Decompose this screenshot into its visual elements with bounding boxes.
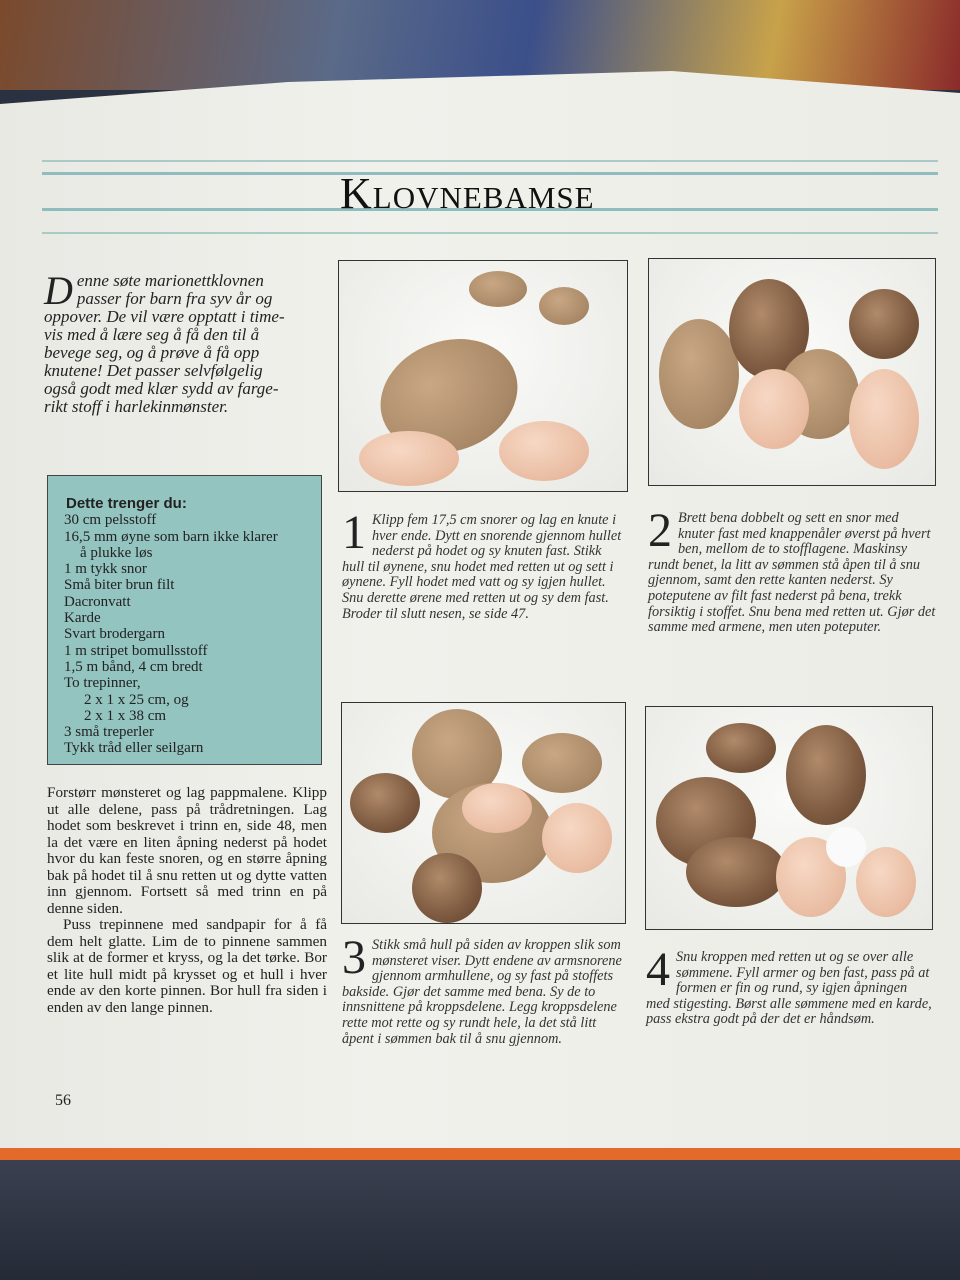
fur-piece <box>786 725 866 825</box>
fabric-piece <box>522 733 602 793</box>
title-rule-bottom-inner <box>42 232 938 234</box>
step-1-photo <box>338 260 628 492</box>
intro-dropcap: D <box>44 268 73 313</box>
materials-item: 30 cm pelsstoff <box>64 512 157 529</box>
materials-list <box>64 512 321 756</box>
step-number: 3 <box>342 931 366 984</box>
title-rule-top-inner <box>42 160 938 162</box>
materials-item: To trepinner, <box>64 675 141 692</box>
intro-line: også godt med klær sydd av farge- <box>44 379 279 398</box>
page-title: Klovnebamse <box>340 169 595 218</box>
step-text: Klipp fem 17,5 cm snorer og lag en knute i hver ende. Dytt en snorende gjennom hullet nederst på hodet og sy knuten fast. Stikk hull til øynene, snu hodet med retten ut og sett i øynene. Fyll hodet med vatt og sy igjen hullet. Snu derette ørene med retten ut og sy dem fast. Broder til slutt nesen, se side 47. <box>342 512 622 622</box>
fabric-piece <box>539 287 589 325</box>
body-paragraph: Puss trepinnene med sandpapir for å få dem helt glatte. Lim de to pinnene sammen slik at de former et kryss, og la det tørke. Bor et lite hull midt på krysset og et hull i hver ende av den korte pinnen. Bor hull fra siden i enden av den lange pinnen. <box>47 916 327 1016</box>
materials-box <box>47 475 322 765</box>
hand <box>359 431 459 486</box>
materials-item: Karde <box>64 610 101 627</box>
step-number: 1 <box>342 506 366 559</box>
step-2-photo <box>648 258 936 486</box>
step-3-caption <box>342 931 626 1047</box>
stuffing <box>826 827 866 867</box>
hand <box>739 369 809 449</box>
intro-line: knutene! Det passer selvfølgelig <box>44 361 263 380</box>
step-2-caption <box>648 504 936 636</box>
materials-item: Dacronvatt <box>64 593 131 610</box>
intro-line: bevege seg, og å prøve å få opp <box>44 343 260 362</box>
intro-line: vis med å lære seg å få den til å <box>44 325 260 344</box>
hand <box>849 369 919 469</box>
fur-piece <box>686 837 786 907</box>
fabric-piece <box>659 319 739 429</box>
materials-item: Tykk tråd eller seilgarn <box>64 740 204 757</box>
materials-item: å plukke løs <box>80 544 153 561</box>
materials-item: 16,5 mm øyne som barn ikke klarer <box>64 528 278 545</box>
step-number: 4 <box>646 943 670 996</box>
hand <box>499 421 589 481</box>
step-3-photo <box>341 702 626 924</box>
page-number: 56 <box>55 1092 71 1109</box>
intro-line: rikt stoff i harlekinmønster. <box>44 397 229 416</box>
intro-line: oppover. De vil være opptatt i time- <box>44 307 285 326</box>
materials-item: Små biter brun filt <box>64 577 175 594</box>
intro-line: enne søte marionettklovnen <box>76 271 264 290</box>
fur-piece <box>849 289 919 359</box>
hand <box>856 847 916 917</box>
fabric-piece <box>469 271 527 307</box>
fur-piece <box>706 723 776 773</box>
hand <box>542 803 612 873</box>
step-1-caption <box>342 506 627 622</box>
materials-heading: Dette trenger du: <box>66 495 187 512</box>
step-text: Brett bena dobbelt og sett en snor med knuter fast med knappenåler øverst på hvert ben, mellom de to stofflagene. Maskinsy rundt benet, la litt av sømmen stå åpen til å snu gjennom, samt den rette kanten nederst. Sy poteputene av filt fast nederst på bena, trekk forsiktig i stoffet. Snu bena med retten ut. Gjør det samme med armene, men uten poteputer. <box>648 510 936 636</box>
fur-piece <box>350 773 420 833</box>
intro-line: passer for barn fra syv år og <box>76 289 273 308</box>
materials-item: Svart brodergarn <box>64 626 165 643</box>
step-text: Snu kroppen med retten ut og se over alle sømmene. Fyll armer og ben fast, pass på at formen er fin og rund, sy igjen åpningen med stigesting. Børst alle sømmene med en karde, pass ekstra godt på der det er håndsøm. <box>646 949 932 1028</box>
fur-piece <box>412 853 482 923</box>
body-paragraph: Forstørr mønsteret og lag pappmalene. Klipp ut alle delene, pass på trådretningen. Lag hodet som beskrevet i trinn en, side 48, men la det være en liten åpning nederst på hodet hvor du kan feste snoren, og en større åpning bak på hodet til å snu retten ut og dytte vatten inn gjennom. Fortsett så med trinn en på denne siden. <box>47 784 327 917</box>
materials-item: 2 x 1 x 38 cm <box>84 707 167 724</box>
step-4-caption <box>646 943 934 1028</box>
instructions-text <box>47 785 327 1016</box>
background-bottom <box>0 1160 960 1280</box>
step-4-photo <box>645 706 933 930</box>
step-text: Stikk små hull på siden av kroppen slik som mønsteret viser. Dytt endene av armsnorene gjennom armhullene, og sy fast på stoffets bakside. Gjør det samme med bena. Sy de to innsnittene på kroppsdelene. Legg kroppsdelene rette mot rette og sy rundt hele, la det stå litt åpent i sømmen bak til å snu gjennom. <box>342 937 622 1047</box>
materials-item: 1 m stripet bomullsstoff <box>64 642 208 659</box>
materials-item: 3 små treperler <box>64 724 154 741</box>
hand <box>462 783 532 833</box>
materials-item: 1,5 m bånd, 4 cm bredt <box>64 658 203 675</box>
materials-item: 2 x 1 x 25 cm, og <box>84 691 189 708</box>
materials-item: 1 m tykk snor <box>64 561 147 578</box>
intro-paragraph <box>44 268 326 416</box>
step-number: 2 <box>648 504 672 557</box>
